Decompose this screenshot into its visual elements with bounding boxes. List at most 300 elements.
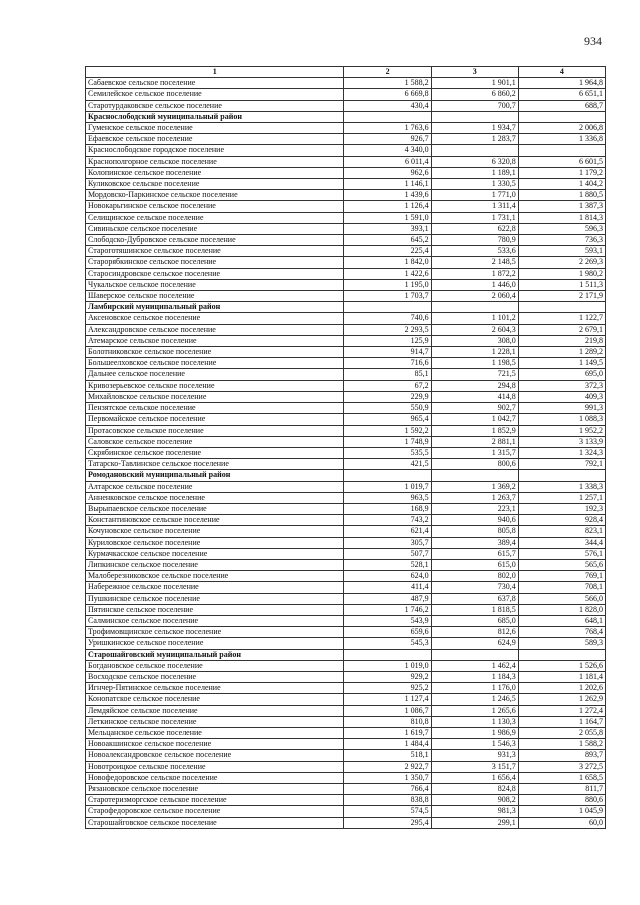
table-row [86, 638, 606, 649]
value-col-3: 824,8 [431, 784, 518, 795]
value-col-3: 1 176,0 [431, 683, 518, 694]
value-col-2: 225,4 [344, 246, 431, 257]
table-header-row [86, 67, 606, 78]
table-row [86, 761, 606, 772]
value-col-4: 1 404,2 [518, 179, 605, 190]
empty-cell [431, 470, 518, 481]
table-row [86, 739, 606, 750]
value-col-4: 3 272,5 [518, 761, 605, 772]
table-row [86, 492, 606, 503]
value-col-4: 823,1 [518, 526, 605, 537]
value-col-3: 1 198,5 [431, 358, 518, 369]
value-col-2: 1 019,0 [344, 660, 431, 671]
value-col-2: 168,9 [344, 503, 431, 514]
settlement-name: Кочуновское сельское поселение [86, 526, 344, 537]
empty-cell [344, 649, 431, 660]
value-col-2: 965,4 [344, 414, 431, 425]
value-col-2: 1 842,0 [344, 257, 431, 268]
value-col-3: 1 246,5 [431, 694, 518, 705]
value-col-4: 576,1 [518, 548, 605, 559]
value-col-3: 1 130,3 [431, 716, 518, 727]
value-col-4: 1 980,2 [518, 268, 605, 279]
value-col-3: 1 934,7 [431, 123, 518, 134]
settlement-name: Лемдяйское сельское поселение [86, 705, 344, 716]
settlement-name: Вырыпаевское сельское поселение [86, 503, 344, 514]
table-row [86, 268, 606, 279]
table-row [86, 123, 606, 134]
table-row [86, 156, 606, 167]
value-col-4: 60,0 [518, 817, 605, 828]
district-name: Ромодановский муниципальный район [86, 470, 344, 481]
value-col-2: 1 588,2 [344, 78, 431, 89]
value-col-2: 1 019,7 [344, 481, 431, 492]
table-row [86, 604, 606, 615]
value-col-4: 409,3 [518, 391, 605, 402]
value-col-3: 805,8 [431, 526, 518, 537]
value-col-2: 929,2 [344, 671, 431, 682]
value-col-4: 769,1 [518, 571, 605, 582]
value-col-4: 219,8 [518, 335, 605, 346]
value-col-3: 637,8 [431, 593, 518, 604]
value-col-3: 780,9 [431, 235, 518, 246]
value-col-4: 593,1 [518, 246, 605, 257]
value-col-3: 981,3 [431, 806, 518, 817]
value-col-2: 1 195,0 [344, 279, 431, 290]
value-col-2: 1 127,4 [344, 694, 431, 705]
settlement-name: Рязановское сельское поселение [86, 784, 344, 795]
value-col-4: 589,3 [518, 638, 605, 649]
value-col-2: 2 922,7 [344, 761, 431, 772]
value-col-2: 535,5 [344, 447, 431, 458]
table-row [86, 369, 606, 380]
value-col-3: 1 462,4 [431, 660, 518, 671]
value-col-2: 518,1 [344, 750, 431, 761]
settlement-name: Мордовско-Паркинское сельское поселение [86, 190, 344, 201]
value-col-4: 1 338,3 [518, 481, 605, 492]
column-header-4: 4 [518, 67, 605, 78]
settlement-name: Краснополгорное сельское поселение [86, 156, 344, 167]
value-col-4: 1 511,3 [518, 279, 605, 290]
value-col-4: 648,1 [518, 615, 605, 626]
value-col-2: 545,3 [344, 638, 431, 649]
table-row [86, 212, 606, 223]
value-col-3: 1 330,5 [431, 179, 518, 190]
value-col-4: 1 272,4 [518, 705, 605, 716]
table-row [86, 313, 606, 324]
settlement-name: Первомайское сельское поселение [86, 414, 344, 425]
value-col-3: 1 311,4 [431, 201, 518, 212]
value-col-4: 1 952,2 [518, 425, 605, 436]
value-col-2: 1 591,0 [344, 212, 431, 223]
value-col-2: 487,9 [344, 593, 431, 604]
settlement-name: Куриловское сельское поселение [86, 537, 344, 548]
value-col-3: 1 263,7 [431, 492, 518, 503]
value-col-2: 624,0 [344, 571, 431, 582]
table-row [86, 414, 606, 425]
value-col-3: 299,1 [431, 817, 518, 828]
value-col-4: 1 814,3 [518, 212, 605, 223]
table-row [86, 201, 606, 212]
settlement-name: Мельцанское сельское поселение [86, 727, 344, 738]
value-col-3: 1 184,3 [431, 671, 518, 682]
table-row [86, 548, 606, 559]
value-col-4: 1 262,9 [518, 694, 605, 705]
settlement-name: Старотурдаковское сельское поселение [86, 100, 344, 111]
settlement-name: Сабаевское сельское поселение [86, 78, 344, 89]
value-col-2: 645,2 [344, 235, 431, 246]
column-header-2: 2 [344, 67, 431, 78]
table-row [86, 481, 606, 492]
value-col-4: 2 269,3 [518, 257, 605, 268]
settlement-name: Старорябкинское сельское поселение [86, 257, 344, 268]
value-col-4: 811,7 [518, 784, 605, 795]
table-row [86, 403, 606, 414]
empty-cell [431, 111, 518, 122]
value-col-3: 700,7 [431, 100, 518, 111]
value-col-3: 624,9 [431, 638, 518, 649]
value-col-2: 962,6 [344, 167, 431, 178]
settlement-name: Саловское сельское поселение [86, 436, 344, 447]
settlement-name: Восходское сельское поселение [86, 671, 344, 682]
table-row [86, 627, 606, 638]
district-section-row [86, 470, 606, 481]
value-col-3: 533,6 [431, 246, 518, 257]
value-col-3: 931,3 [431, 750, 518, 761]
settlement-name: Конопатское сельское поселение [86, 694, 344, 705]
settlement-name: Игнчер-Пятинское сельское поселение [86, 683, 344, 694]
table-row [86, 660, 606, 671]
settlement-name: Константиновское сельское поселение [86, 515, 344, 526]
value-col-2: 1 439,6 [344, 190, 431, 201]
value-col-4: 792,1 [518, 459, 605, 470]
value-col-3: 730,4 [431, 582, 518, 593]
value-col-4: 1 588,2 [518, 739, 605, 750]
table-row [86, 459, 606, 470]
table-row [86, 246, 606, 257]
settlement-name: Курмачкасское сельское поселение [86, 548, 344, 559]
table-row [86, 503, 606, 514]
value-col-4: 2 055,8 [518, 727, 605, 738]
value-col-3: 1 872,2 [431, 268, 518, 279]
table-body [86, 78, 606, 829]
table-row [86, 291, 606, 302]
value-col-3: 1 546,3 [431, 739, 518, 750]
settlement-name: Скрябинское сельское поселение [86, 447, 344, 458]
value-col-4: 688,7 [518, 100, 605, 111]
table-row [86, 223, 606, 234]
value-col-4: 991,3 [518, 403, 605, 414]
value-col-3: 940,6 [431, 515, 518, 526]
settlement-name: Аксеновское сельское поселение [86, 313, 344, 324]
value-col-3: 6 860,2 [431, 89, 518, 100]
settlement-name: Михайловское сельское поселение [86, 391, 344, 402]
value-col-2: 85,1 [344, 369, 431, 380]
empty-cell [344, 111, 431, 122]
value-col-3: 1 315,7 [431, 447, 518, 458]
table-row [86, 358, 606, 369]
value-col-4: 928,4 [518, 515, 605, 526]
settlement-name: Старофедоровское сельское поселение [86, 806, 344, 817]
value-col-2: 925,2 [344, 683, 431, 694]
settlement-name: Липкинское сельское поселение [86, 559, 344, 570]
value-col-2: 1 592,2 [344, 425, 431, 436]
value-col-3: 2 060,4 [431, 291, 518, 302]
table-row [86, 235, 606, 246]
value-col-3: 908,2 [431, 795, 518, 806]
table-row [86, 806, 606, 817]
value-col-2: 229,9 [344, 391, 431, 402]
value-col-2: 1 126,4 [344, 201, 431, 212]
table-row [86, 772, 606, 783]
settlement-name: Краснослободское городское поселение [86, 145, 344, 156]
value-col-4: 344,4 [518, 537, 605, 548]
value-col-3: 6 320,8 [431, 156, 518, 167]
settlement-name: Анненковское сельское поселение [86, 492, 344, 503]
value-col-4: 2 171,9 [518, 291, 605, 302]
value-col-3: 1 731,1 [431, 212, 518, 223]
table-row [86, 795, 606, 806]
value-col-3: 802,0 [431, 571, 518, 582]
value-col-3: 1 446,0 [431, 279, 518, 290]
value-col-3: 1 042,7 [431, 414, 518, 425]
value-col-3: 615,7 [431, 548, 518, 559]
table-row [86, 784, 606, 795]
value-col-3: 812,6 [431, 627, 518, 638]
value-col-2: 838,8 [344, 795, 431, 806]
settlement-name: Семилейское сельское поселение [86, 89, 344, 100]
value-col-3: 294,8 [431, 380, 518, 391]
settlement-name: Трофимовщинское сельское поселение [86, 627, 344, 638]
value-col-3: 721,5 [431, 369, 518, 380]
value-col-4: 1 257,1 [518, 492, 605, 503]
settlement-name: Новоалександровское сельское поселение [86, 750, 344, 761]
table-row [86, 78, 606, 89]
value-col-2: 621,4 [344, 526, 431, 537]
settlement-name: Атемарское сельское поселение [86, 335, 344, 346]
value-col-3: 685,0 [431, 615, 518, 626]
table-row [86, 750, 606, 761]
empty-cell [344, 302, 431, 313]
value-col-3: 1 228,1 [431, 347, 518, 358]
value-col-4: 1 324,3 [518, 447, 605, 458]
table-row [86, 190, 606, 201]
table-row [86, 526, 606, 537]
settlement-name: Чукальское сельское поселение [86, 279, 344, 290]
value-col-3: 1 901,1 [431, 78, 518, 89]
value-col-4: 566,0 [518, 593, 605, 604]
value-col-2: 430,4 [344, 100, 431, 111]
settlement-name: Малоберезниковское сельское поселение [86, 571, 344, 582]
value-col-3: 2 148,5 [431, 257, 518, 268]
value-col-2: 2 293,5 [344, 324, 431, 335]
settlement-name: Ефаевское сельское поселение [86, 134, 344, 145]
table-row [86, 559, 606, 570]
value-col-4: 1 964,8 [518, 78, 605, 89]
value-col-2: 528,1 [344, 559, 431, 570]
value-col-2: 393,1 [344, 223, 431, 234]
table-row [86, 671, 606, 682]
settlement-name: Новоакшинское сельское поселение [86, 739, 344, 750]
value-col-3: 223,1 [431, 503, 518, 514]
table-row [86, 436, 606, 447]
value-col-4 [518, 145, 605, 156]
value-col-4: 1 179,2 [518, 167, 605, 178]
value-col-2: 1 619,7 [344, 727, 431, 738]
settlement-name: Леткинское сельское поселение [86, 716, 344, 727]
value-col-4: 1 828,0 [518, 604, 605, 615]
value-col-2: 914,7 [344, 347, 431, 358]
empty-cell [518, 111, 605, 122]
value-col-4: 1 387,3 [518, 201, 605, 212]
table-row [86, 727, 606, 738]
value-col-2: 574,5 [344, 806, 431, 817]
value-col-3 [431, 145, 518, 156]
settlement-name: Александровское сельское поселение [86, 324, 344, 335]
column-header-1: 1 [86, 67, 344, 78]
value-col-4: 1 045,9 [518, 806, 605, 817]
table-row [86, 817, 606, 828]
value-col-3: 1 771,0 [431, 190, 518, 201]
value-col-4: 1 336,8 [518, 134, 605, 145]
settlement-name: Уришкинское сельское поселение [86, 638, 344, 649]
page-number: 934 [584, 34, 602, 48]
value-col-2: 6 669,8 [344, 89, 431, 100]
settlement-name: Болотниковское сельское поселение [86, 347, 344, 358]
value-col-3: 800,6 [431, 459, 518, 470]
table-row [86, 537, 606, 548]
empty-cell [518, 649, 605, 660]
value-col-2: 716,6 [344, 358, 431, 369]
settlement-name: Колопинское сельское поселение [86, 167, 344, 178]
settlement-name: Татарско-Тавлинское сельское поселение [86, 459, 344, 470]
settlement-name: Дальнее сельское поселение [86, 369, 344, 380]
settlement-name: Новофедоровское сельское поселение [86, 772, 344, 783]
value-col-3: 1 369,2 [431, 481, 518, 492]
value-col-2: 305,7 [344, 537, 431, 548]
table-row [86, 582, 606, 593]
value-col-4: 1 289,2 [518, 347, 605, 358]
table-row [86, 167, 606, 178]
value-col-3: 1 265,6 [431, 705, 518, 716]
value-col-4: 1 149,5 [518, 358, 605, 369]
table-row [86, 615, 606, 626]
empty-cell [344, 470, 431, 481]
value-col-4: 893,7 [518, 750, 605, 761]
value-col-4: 1 088,3 [518, 414, 605, 425]
value-col-2: 740,6 [344, 313, 431, 324]
value-col-2: 411,4 [344, 582, 431, 593]
table-row [86, 716, 606, 727]
table-row [86, 391, 606, 402]
value-col-4: 1 526,6 [518, 660, 605, 671]
settlement-name: Селищинское сельское поселение [86, 212, 344, 223]
value-col-4: 2 006,8 [518, 123, 605, 134]
value-col-2: 766,4 [344, 784, 431, 795]
settlement-name: Алтарское сельское поселение [86, 481, 344, 492]
value-col-2: 926,7 [344, 134, 431, 145]
value-col-2: 421,5 [344, 459, 431, 470]
table-row [86, 593, 606, 604]
value-col-2: 1 746,2 [344, 604, 431, 615]
value-col-4: 1 181,4 [518, 671, 605, 682]
value-col-2: 125,9 [344, 335, 431, 346]
table-row [86, 134, 606, 145]
value-col-4: 3 133,9 [518, 436, 605, 447]
value-col-2: 1 146,1 [344, 179, 431, 190]
settlement-name: Новокарьгинское сельское поселение [86, 201, 344, 212]
district-name: Старошайговский муниципальный район [86, 649, 344, 660]
settlement-name: Набережное сельское поселение [86, 582, 344, 593]
empty-cell [518, 470, 605, 481]
settlement-name: Староготяшинское сельское поселение [86, 246, 344, 257]
value-col-2: 507,7 [344, 548, 431, 559]
value-col-2: 1 350,7 [344, 772, 431, 783]
settlement-name: Гуменское сельское поселение [86, 123, 344, 134]
value-col-3: 389,4 [431, 537, 518, 548]
value-col-4: 2 679,1 [518, 324, 605, 335]
value-col-4: 192,3 [518, 503, 605, 514]
value-col-2: 550,9 [344, 403, 431, 414]
value-col-4: 1 164,7 [518, 716, 605, 727]
district-name: Краснослободский муниципальный район [86, 111, 344, 122]
district-section-row [86, 111, 606, 122]
settlement-name: Кривозерьевское сельское поселение [86, 380, 344, 391]
value-col-3: 1 189,1 [431, 167, 518, 178]
empty-cell [518, 302, 605, 313]
table-row [86, 683, 606, 694]
value-col-4: 372,3 [518, 380, 605, 391]
value-col-2: 963,5 [344, 492, 431, 503]
settlement-name: Салминское сельское поселение [86, 615, 344, 626]
value-col-4: 6 601,5 [518, 156, 605, 167]
settlement-name: Пятинское сельское поселение [86, 604, 344, 615]
value-col-2: 1 748,9 [344, 436, 431, 447]
value-col-4: 708,1 [518, 582, 605, 593]
value-col-2: 543,9 [344, 615, 431, 626]
settlement-name: Богдановское сельское поселение [86, 660, 344, 671]
value-col-4: 1 658,5 [518, 772, 605, 783]
table-row [86, 705, 606, 716]
value-col-4: 1 880,5 [518, 190, 605, 201]
district-section-row [86, 302, 606, 313]
table-row [86, 571, 606, 582]
value-col-4: 736,3 [518, 235, 605, 246]
value-col-2: 67,2 [344, 380, 431, 391]
table-row [86, 694, 606, 705]
table-row [86, 335, 606, 346]
value-col-3: 2 604,3 [431, 324, 518, 335]
value-col-2: 295,4 [344, 817, 431, 828]
value-col-4: 1 122,7 [518, 313, 605, 324]
value-col-2: 743,2 [344, 515, 431, 526]
value-col-2: 810,8 [344, 716, 431, 727]
settlement-name: Новотроицкое сельское поселение [86, 761, 344, 772]
table-row [86, 145, 606, 156]
value-col-3: 622,8 [431, 223, 518, 234]
table-row [86, 279, 606, 290]
empty-cell [431, 649, 518, 660]
value-col-3: 1 986,9 [431, 727, 518, 738]
value-col-2: 1 703,7 [344, 291, 431, 302]
value-col-4: 1 202,6 [518, 683, 605, 694]
value-col-4: 6 651,1 [518, 89, 605, 100]
settlement-name: Большеелховское сельское поселение [86, 358, 344, 369]
settlement-name: Протасовское сельское поселение [86, 425, 344, 436]
value-col-3: 414,8 [431, 391, 518, 402]
district-section-row [86, 649, 606, 660]
table-row [86, 425, 606, 436]
settlement-name: Куликовское сельское поселение [86, 179, 344, 190]
